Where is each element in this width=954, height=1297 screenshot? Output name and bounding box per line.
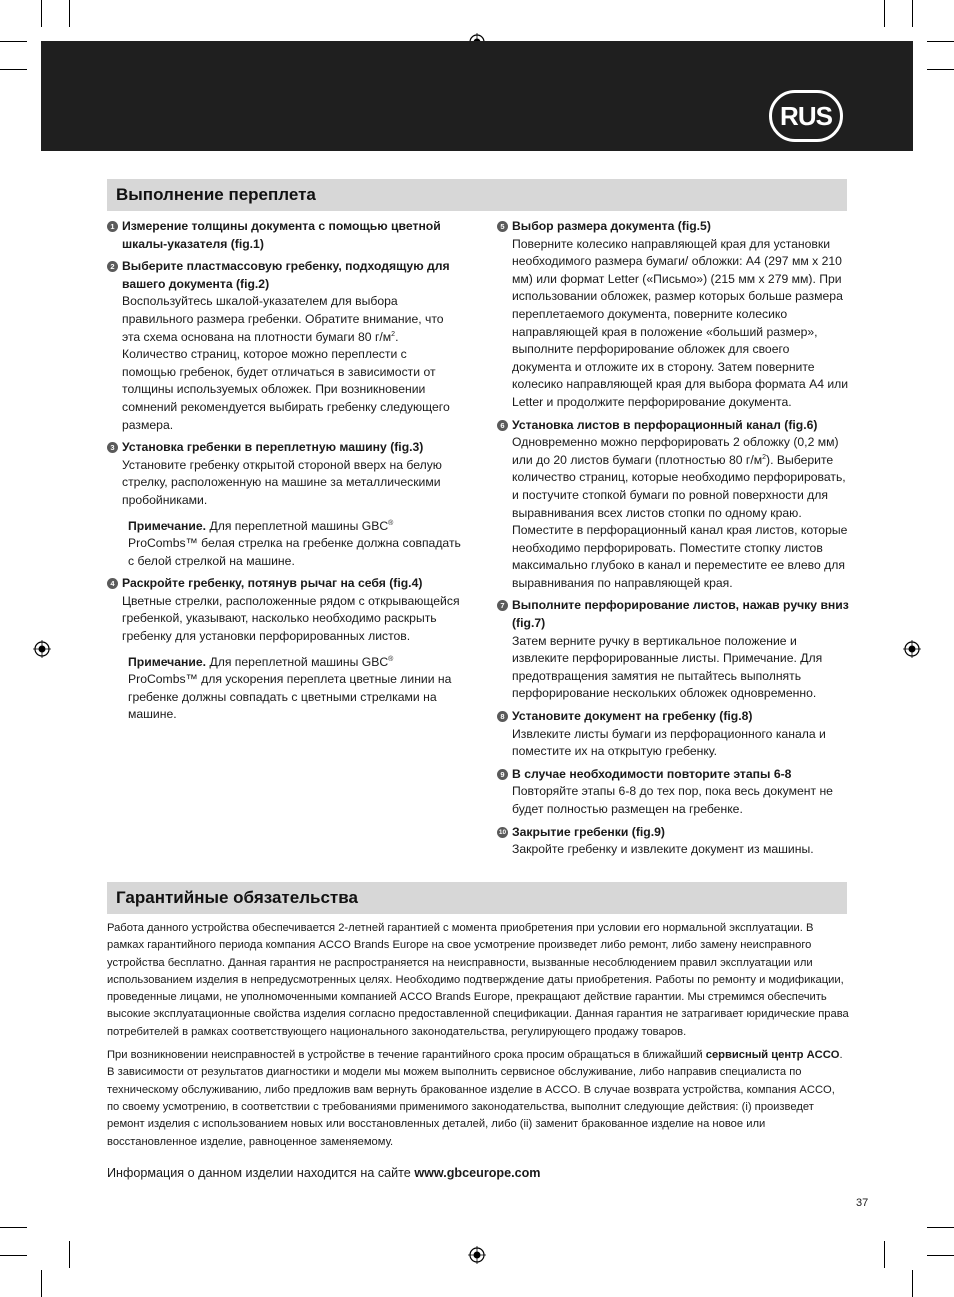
step-title: Установка листов в перфорационный канал (fig.6)	[512, 417, 818, 432]
step-10	[497, 824, 849, 859]
crop-mark	[927, 69, 954, 70]
step-3	[107, 439, 462, 509]
step-7	[497, 597, 849, 703]
step-title: Измерение толщины документа с помощью цветной шкалы-указателя (fig.1)	[122, 219, 441, 251]
step-body: Извлеките листы бумаги из перфорационного канала и поместите их на открытую гребенку.	[512, 726, 826, 759]
crop-mark	[884, 1241, 885, 1268]
step-4	[107, 575, 462, 645]
crop-mark	[884, 0, 885, 27]
crop-mark	[912, 0, 913, 27]
step-body: Повторяйте этапы 6-8 до тех пор, пока весь документ не будет полностью размещен на гребенке.	[512, 784, 833, 816]
step-number-badge: 4	[107, 578, 118, 589]
registration-mark-icon	[468, 1246, 486, 1264]
website-info: Информация о данном изделии находится на сайте www.gbceurope.com	[107, 1166, 541, 1180]
step-9	[497, 766, 849, 819]
crop-mark	[69, 0, 70, 27]
crop-mark	[0, 1255, 27, 1256]
crop-mark	[912, 1270, 913, 1297]
step-title: Установка гребенки в переплетную машину (fig.3)	[122, 440, 424, 455]
steps-right-column	[497, 218, 849, 864]
step-body: Установите гребенку открытой стороной вверх на белую стрелку, расположенную на машине за металлическими пробойниками.	[122, 457, 442, 507]
warranty-text	[107, 920, 849, 1157]
step-title: В случае необходимости повторите этапы 6-8	[512, 766, 792, 781]
crop-mark	[927, 1227, 954, 1228]
step-body: Цветные стрелки, расположенные рядом с открывающейся гребенкой, указывают, насколько необходимо раскрыть гребенку для установки перфорированных листов.	[122, 593, 460, 644]
steps-left-column	[107, 218, 462, 729]
crop-mark	[0, 41, 27, 42]
crop-mark	[927, 1255, 954, 1256]
step-2	[107, 258, 462, 434]
note-white-arrow: Примечание. Для переплетной машины GBC® ProCombs™ белая стрелка на гребенке должна совпадать с белой стрелкой на машине.	[128, 518, 461, 568]
step-number-badge: 10	[498, 828, 507, 836]
website-link[interactable]: www.gbceurope.com	[414, 1166, 541, 1180]
step-1	[107, 218, 462, 253]
step-number-badge: 8	[497, 711, 508, 722]
warranty-paragraph: При возникновении неисправностей в устройстве в течение гарантийного срока просим обращаться в ближайший сервисный центр ACCO. В зависимости от результатов диагностики и модели мы можем выполнить сервисное обслуживание, либо направив специалиста по техническому обслуживанию, либо предложив вам вернуть бракованное изделие в ACCO. В случае возврата устройства, компания ACCO, по своему усмотрению, в соответствии с требованиями применимого законодательства, выполнит следующие действия: (i) произведет ремонт изделия с использованием новых или восстановленных деталей, либо (ii) заменит бракованное изделие на новое или восстановленное изделие, равноценное заменяемому.	[107, 1049, 843, 1148]
step-number-badge: 3	[107, 442, 118, 453]
step-number-badge: 1	[107, 221, 118, 232]
step-title: Выбор размера документа (fig.5)	[512, 219, 711, 233]
step-title: Выберите пластмассовую гребенку, подходящую для вашего документа (fig.2)	[122, 259, 450, 291]
step-5	[497, 218, 849, 412]
step-number-badge: 7	[497, 600, 508, 611]
step-body: Воспользуйтесь шкалой-указателем для выбора правильного размера гребенки. Обратите внимание, что эта схема основана на плотности бумаги 80 $г/м^2$. Количество страниц, которое можно переплести с помощью гребенок, будет отличаться в зависимости от толщины используемых обложек. При возникновении сомнений рекомендуется выбирать гребенку следующего размера.	[122, 294, 450, 432]
step-title: Выполните перфорирование листов, нажав ручку вниз (fig.7)	[512, 598, 849, 631]
crop-mark	[41, 0, 42, 27]
step-number-badge: 5	[497, 221, 508, 232]
step-8	[497, 708, 849, 761]
crop-mark	[927, 41, 954, 42]
section-title-binding: Выполнение переплета	[107, 179, 847, 211]
step-title: Установите документ на гребенку (fig.8)	[512, 709, 753, 724]
step-number-badge: 9	[497, 769, 508, 780]
registration-mark-icon	[903, 640, 921, 658]
crop-mark	[41, 1270, 42, 1297]
page-number: 37	[856, 1197, 869, 1209]
step-6	[497, 417, 849, 593]
step-body: Поверните колесико направляющей края для установки необходимого размера бумаги/ обложки: А4 (297 мм x 210 мм) или формат Letter («Письмо») (215 мм x 279 мм). При использовании обложек, размер которых больше размера переплетаемого документа, поверните колесико направляющей края в положение «больший размер», выполните перфорирование обложек для своего документа и отложите их в сторону. Затем поверните колесико направляющей края для выбора формата А4 или Letter и продолжите перфорирование документа.	[512, 236, 849, 409]
language-badge: RUS	[769, 90, 843, 142]
note-color-lines: Примечание. Для переплетной машины GBC® ProCombs™ для ускорения переплета цветные линии на гребенке должны совпадать с цветными стрелками на машине.	[128, 654, 452, 722]
step-title: Раскройте гребенку, потянув рычаг на себя (fig.4)	[122, 576, 423, 591]
section-title-warranty: Гарантийные обязательства	[107, 882, 847, 914]
crop-mark	[69, 1241, 70, 1268]
warranty-paragraph: Работа данного устройства обеспечивается 2-летней гарантией с момента приобретения при условии его нормальной эксплуатации. В рамках гарантийного периода компания ACCO Brands Europe на свое усмотрение произведет либо ремонт, либо замену неисправного устройства бесплатно. Данная гарантия не распространяется на неисправности, вызванные несоблюдением правил эксплуатации или использованием изделия в непредусмотренных целях. Необходимо подтверждение даты приобретения. Работы по ремонту и модификации, проведенные лицами, не уполномоченными компанией ACCO Brands Europe, прекращают действие гарантии. Мы стремимся обеспечить высокие эксплуатационные свойства изделия согласно предоставленной спецификации. Данная гарантия не затрагивает юридические права потребителей в рамках соответствующего национального законодательства, регулирующего продажу товаров.	[107, 922, 849, 1038]
step-title: Закрытие гребенки (fig.9)	[512, 824, 665, 839]
step-number-badge: 2	[107, 261, 118, 272]
step-body: Закройте гребенку и извлеките документ из машины.	[512, 842, 814, 857]
step-number-badge: 6	[497, 420, 508, 431]
crop-mark	[0, 1227, 27, 1228]
registration-mark-icon	[33, 640, 51, 658]
step-body: Одновременно можно перфорировать 2 обложку (0,2 мм) или до 20 листов бумаги (плотностью 80 $г/м^2$). Выберите количество страниц, которые необходимо перфорировать, и постучите стопкой бумаги по ровной поверхности для выравнивания всех листов стопки по одному краю. Поместите в перфорационный канал края листов, которые необходимо перфорировать. Поместите стопку листов максимально глубоко в канал и переместите ее влево для выравнивания по направляющей края.	[512, 435, 848, 590]
step-body: Затем верните ручку в вертикальное положение и извлеките перфорированные листы. Примечание. Для предотвращения замятия не пытайтесь выполнять перфорирование нескольких обложек одновременно.	[512, 633, 823, 701]
crop-mark	[0, 69, 27, 70]
